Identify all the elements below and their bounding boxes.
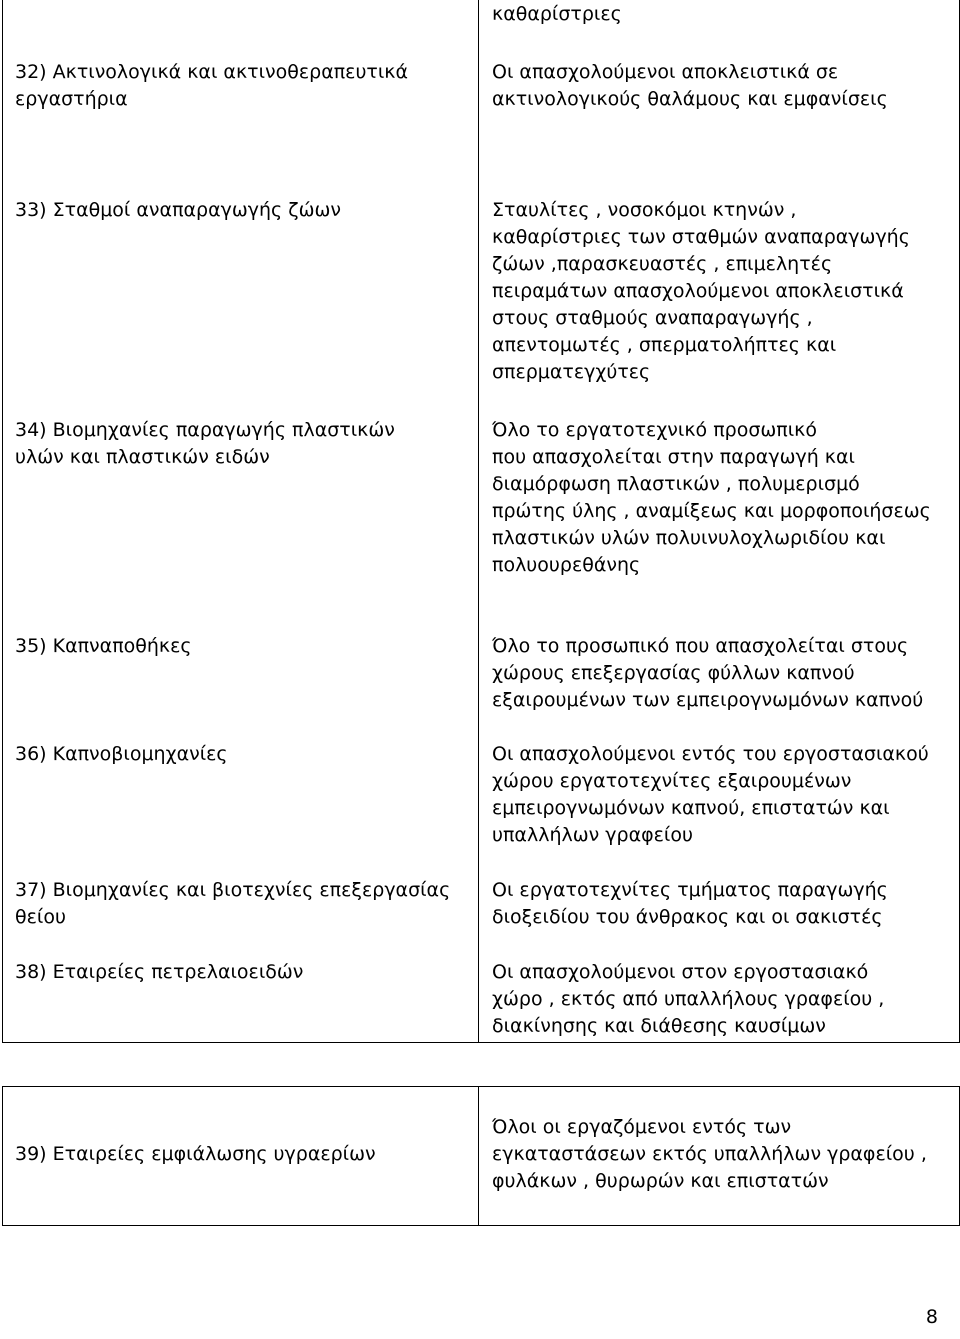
row-36-establishment: 36) Καπνοβιομηχανίες (15, 743, 228, 765)
row-35-establishment: 35) Καπναποθήκες (15, 635, 192, 657)
row-32-personnel: Οι απασχολούμενοι αποκλειστικά σε ακτινολογικούς θαλάμους και εμφανίσεις (492, 61, 888, 110)
row-38-establishment: 38) Εταιρείες πετρελαιοειδών (15, 961, 304, 983)
second-table (2, 1086, 960, 1226)
row-37-personnel: Οι εργατοτεχνίτες τμήματος παραγωγής διοξειδίου του άνθρακος και οι σακιστές (492, 879, 888, 928)
row-32-establishment: 32) Ακτινολογικά και ακτινοθεραπευτικά εργαστήρια (15, 61, 409, 110)
page-number: 8 (925, 1306, 938, 1328)
main-table (2, 0, 960, 1043)
row-37-establishment: 37) Βιομηχανίες και βιοτεχνίες επεξεργασίας θείου (15, 879, 451, 928)
row-38-personnel: Οι απασχολούμενοι στον εργοστασιακό χώρο , εκτός από υπαλλήλους γραφείου , διακίνησης και διάθεσης καυσίμων (492, 961, 885, 1037)
row-39-personnel: Όλοι οι εργαζόμενοι εντός των εγκαταστάσεων εκτός υπαλλήλων γραφείου , φυλάκων , θυρωρών και επιστατών (492, 1116, 927, 1192)
continued-cell-text: καθαρίστριες (492, 3, 622, 25)
row-33-personnel: Σταυλίτες , νοσοκόμοι κτηνών , καθαρίστριες των σταθμών αναπαραγωγής ζώων ,παρασκευαστές , επιμελητές πειραμάτων απασχολούμενοι αποκλειστικά στους σταθμούς αναπαραγωγής , απεντομωτές , σπερματολήπτες και σπερματεγχύτες (492, 199, 910, 383)
row-39-establishment: 39) Εταιρείες εμφιάλωσης υγραερίων (15, 1143, 376, 1165)
row-35-personnel: Όλο το προσωπικό που απασχολείται στους χώρους επεξεργασίας φύλλων καπνού εξαιρουμένων των εμπειρογνωμόνων καπνού (492, 635, 924, 711)
column-divider (478, 1087, 479, 1225)
row-33-establishment: 33) Σταθμοί αναπαραγωγής ζώων (15, 199, 342, 221)
row-36-personnel: Οι απασχολούμενοι εντός του εργοστασιακού χώρου εργατοτεχνίτες εξαιρουμένων εμπειρογνωμόνων καπνού, επιστατών και υπαλλήλων γραφείου (492, 743, 929, 846)
row-34-establishment: 34) Βιομηχανίες παραγωγής πλαστικών υλών και πλαστικών ειδών (15, 419, 395, 468)
row-34-personnel: Όλο το εργατοτεχνικό προσωπικό που απασχολείται στην παραγωγή και διαμόρφωση πλαστικών , πολυμερισμό πρώτης ύλης , αναμίξεως και μορφοποιήσεως πλαστικών υλών πολυινυλοχλωριδίου και πολυουρεθάνης (492, 419, 931, 576)
column-divider (478, 0, 479, 1042)
